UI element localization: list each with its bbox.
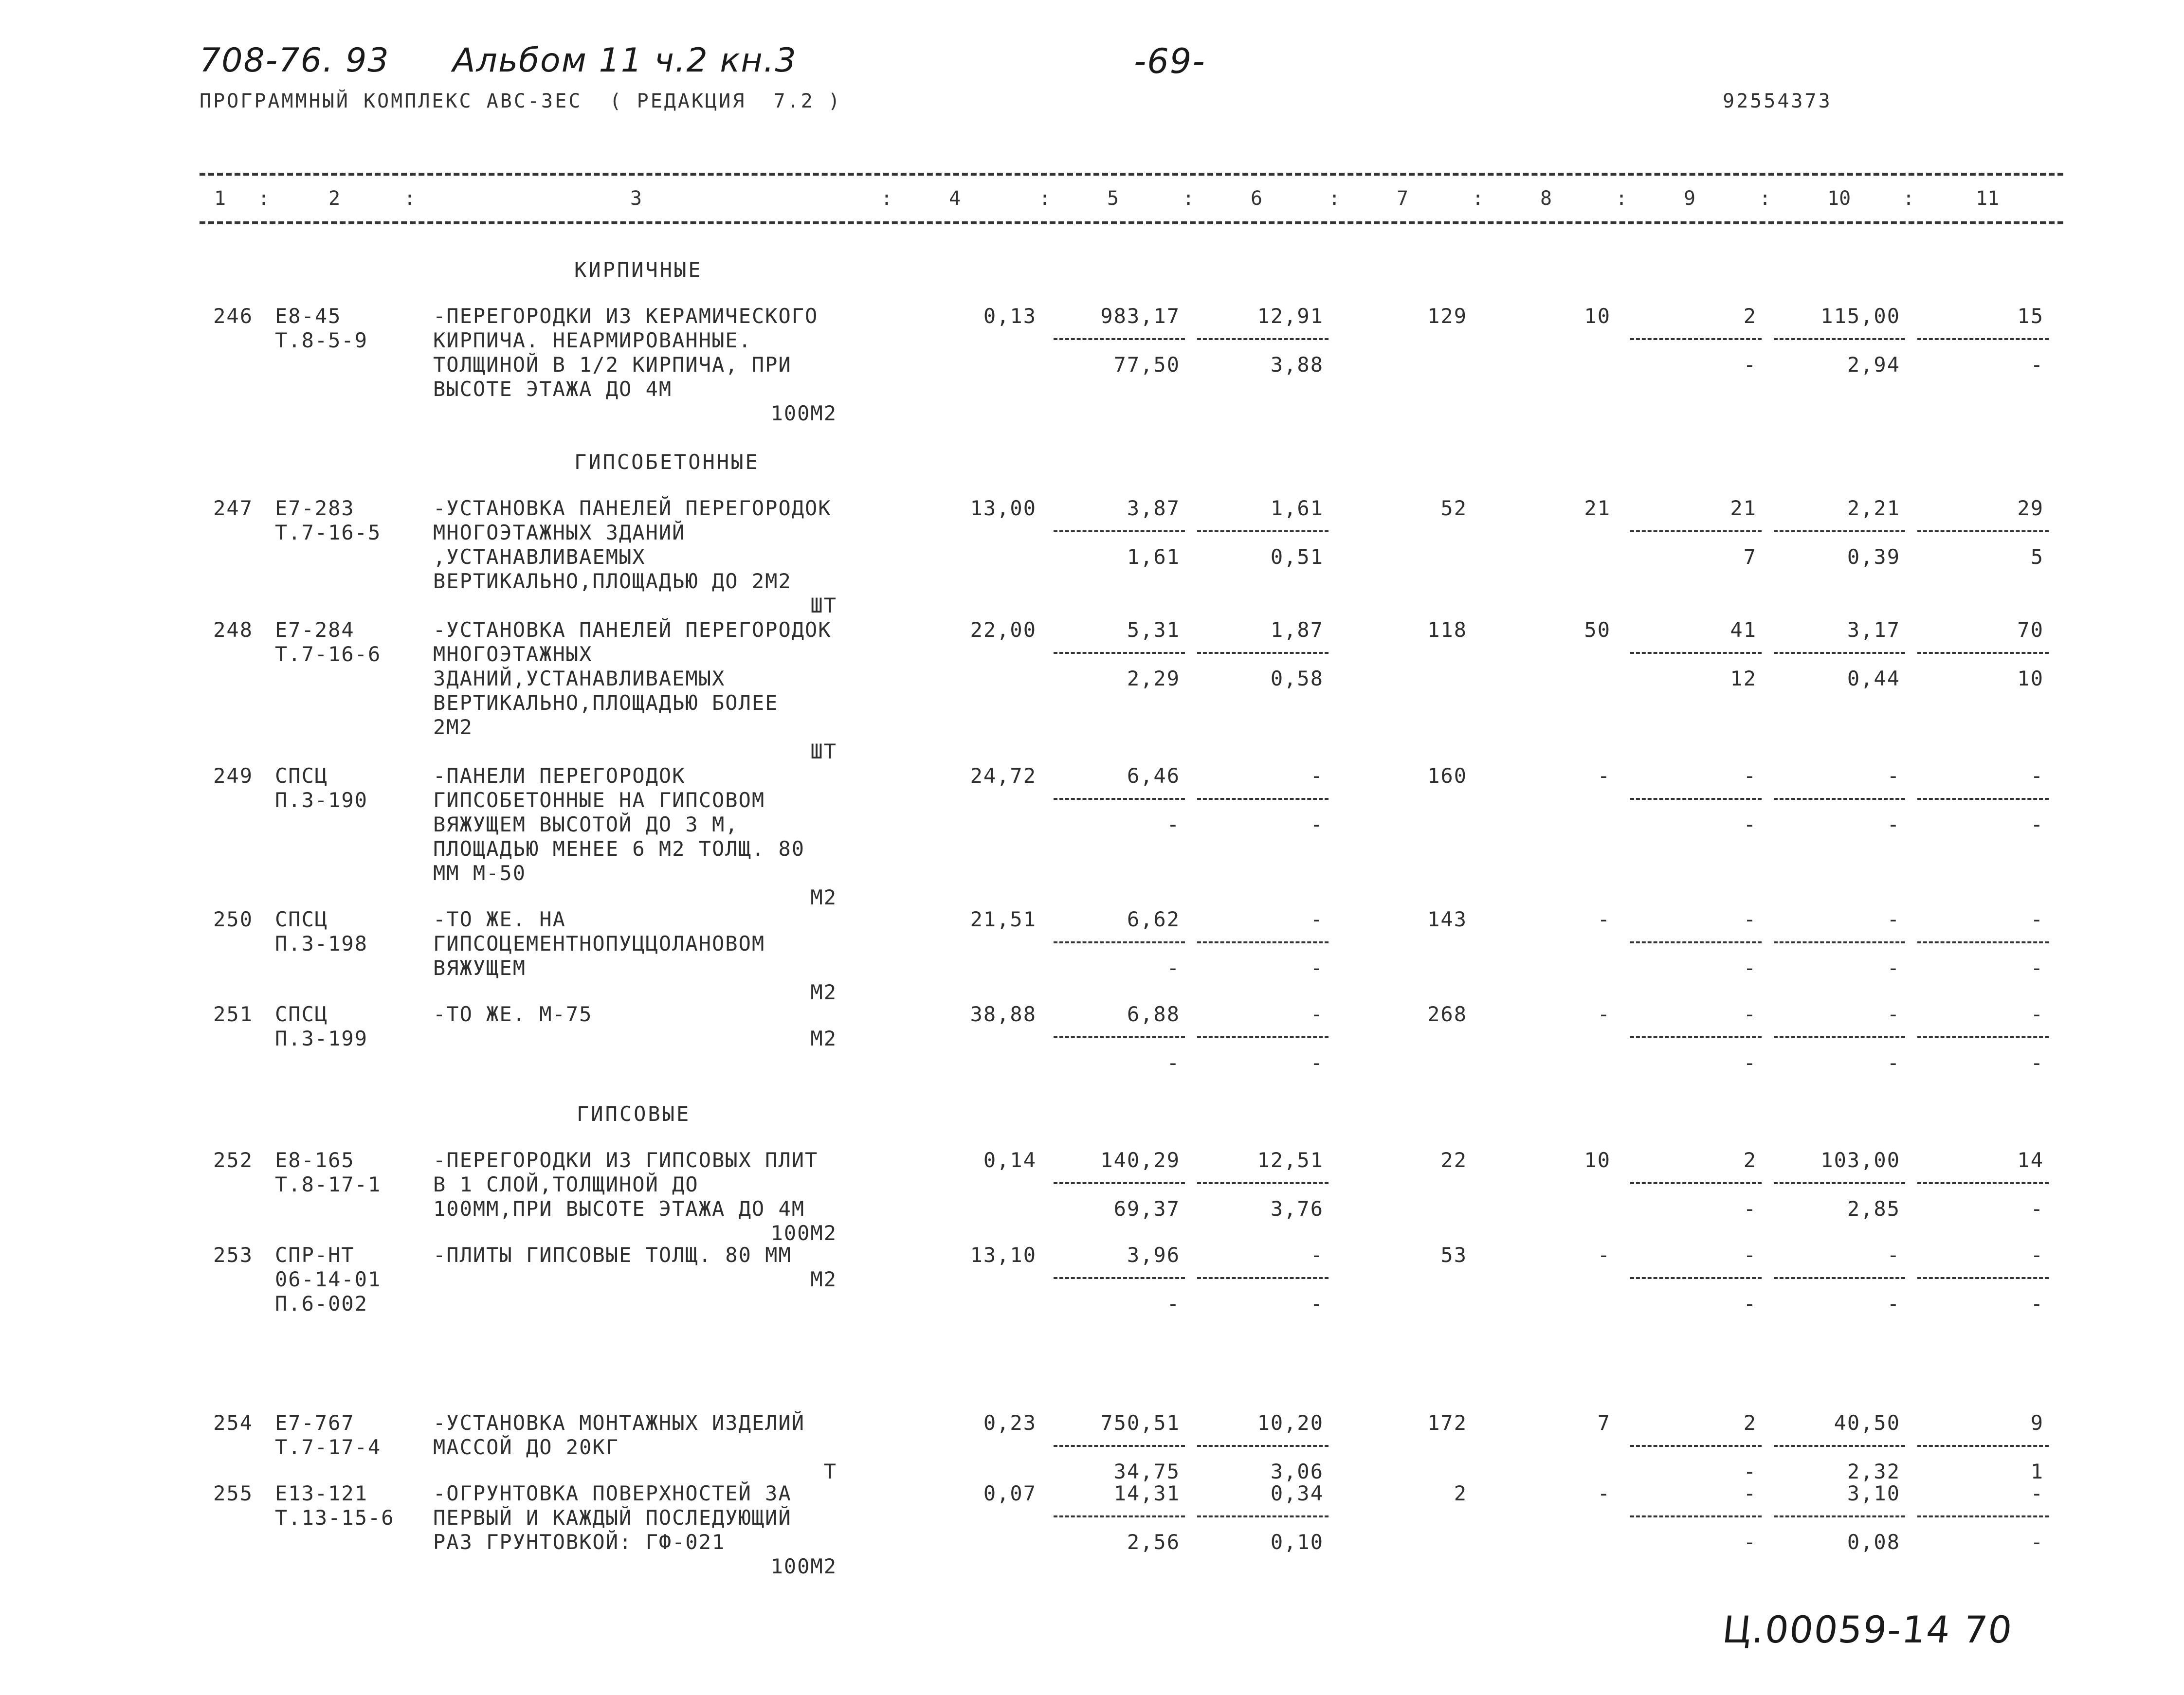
- col-sep: :: [258, 187, 270, 210]
- row-number: 248: [213, 618, 253, 642]
- value-c4: 0,07: [983, 1481, 1037, 1505]
- work-description: ММ М-50: [433, 861, 527, 885]
- cell-divider: [1630, 1036, 1762, 1038]
- value-c4: 0,14: [983, 1148, 1037, 1172]
- program-line: ПРОГРАММНЫЙ КОМПЛЕКС АВС-3ЕС ( РЕДАКЦИЯ 7.2 ): [200, 90, 842, 112]
- cell-divider: [1054, 1036, 1185, 1038]
- cell-divider: [1774, 1182, 1905, 1184]
- value-c9b: -: [1743, 1197, 1757, 1221]
- cell-divider: [1197, 530, 1329, 532]
- value-c11b: -: [2030, 1197, 2044, 1221]
- value-c6: 1,61: [1270, 496, 1324, 520]
- cell-divider: [1197, 1277, 1329, 1279]
- work-description: ВЯЖУЩЕМ: [433, 956, 527, 980]
- value-c11: -: [2030, 1481, 2044, 1505]
- rate-reference: Т.7-16-5: [275, 521, 382, 544]
- value-c6: -: [1310, 907, 1324, 931]
- value-c10b: -: [1887, 956, 1900, 980]
- col-5: 5: [1107, 187, 1119, 210]
- cell-divider: [1774, 652, 1905, 654]
- work-description: РАЗ ГРУНТОВКОЙ: ГФ-021: [433, 1530, 726, 1554]
- value-c8: -: [1597, 764, 1611, 788]
- col-sep: :: [1616, 187, 1628, 210]
- cell-divider: [1054, 1445, 1185, 1447]
- value-c6b: 3,06: [1270, 1460, 1324, 1483]
- value-c9: -: [1743, 764, 1757, 788]
- cell-divider: [1774, 1036, 1905, 1038]
- cell-divider: [1917, 1445, 2049, 1447]
- value-c9: -: [1743, 1002, 1757, 1026]
- value-c8: 7: [1597, 1411, 1611, 1435]
- value-c8: 50: [1584, 618, 1611, 642]
- col-sep: :: [1039, 187, 1051, 210]
- section-heading: ГИПСОБЕТОННЫЕ: [574, 450, 760, 474]
- cell-divider: [1630, 941, 1762, 943]
- value-c9: -: [1743, 907, 1757, 931]
- value-c6: 0,34: [1270, 1481, 1324, 1505]
- value-c5: 983,17: [1100, 304, 1180, 328]
- header-rule: [200, 221, 2063, 224]
- value-c11: 9: [2030, 1411, 2044, 1435]
- cell-divider: [1630, 652, 1762, 654]
- value-c7: 172: [1427, 1411, 1467, 1435]
- value-c6: 1,87: [1270, 618, 1324, 642]
- value-c7: 52: [1440, 496, 1467, 520]
- value-c5b: -: [1166, 1292, 1180, 1316]
- cell-divider: [1774, 338, 1905, 340]
- rate-reference: Т.8-5-9: [275, 328, 368, 352]
- work-description: -УСТАНОВКА ПАНЕЛЕЙ ПЕРЕГОРОДОК: [433, 618, 832, 642]
- work-description: ГИПСОЦЕМЕНТНОПУЦЦОЛАНОВОМ: [433, 932, 765, 956]
- value-c9: 21: [1730, 496, 1757, 520]
- cell-divider: [1197, 1515, 1329, 1517]
- cell-divider: [1630, 1182, 1762, 1184]
- unit-of-measure: 100М2: [770, 1554, 837, 1578]
- value-c5: 3,87: [1127, 496, 1180, 520]
- value-c9b: -: [1743, 812, 1757, 836]
- work-description: 100ММ,ПРИ ВЫСОТЕ ЭТАЖА ДО 4М: [433, 1197, 805, 1221]
- rate-code: СПСЦ: [275, 764, 328, 788]
- value-c10: 103,00: [1820, 1148, 1900, 1172]
- value-c5b: 1,61: [1127, 545, 1180, 569]
- value-c8: 10: [1584, 304, 1611, 328]
- cell-divider: [1917, 1277, 2049, 1279]
- col-10: 10: [1827, 187, 1851, 210]
- col-sep: :: [1759, 187, 1771, 210]
- col-2: 2: [328, 187, 341, 210]
- cell-divider: [1054, 941, 1185, 943]
- col-9: 9: [1684, 187, 1696, 210]
- value-c10b: 2,94: [1847, 353, 1900, 377]
- value-c4: 0,23: [983, 1411, 1037, 1435]
- col-1: 1: [214, 187, 226, 210]
- value-c6b: 0,51: [1270, 545, 1324, 569]
- value-c11b: -: [2030, 1292, 2044, 1316]
- cell-divider: [1630, 1445, 1762, 1447]
- value-c8: -: [1597, 907, 1611, 931]
- value-c8: -: [1597, 1002, 1611, 1026]
- work-description: МНОГОЭТАЖНЫХ: [433, 642, 593, 666]
- work-description: ПЛОЩАДЬЮ МЕНЕЕ 6 М2 ТОЛЩ. 80: [433, 837, 805, 861]
- work-description: ТОЛЩИНОЙ В 1/2 КИРПИЧА, ПРИ: [433, 353, 792, 377]
- value-c4: 22,00: [970, 618, 1037, 642]
- rate-reference: Т.7-17-4: [275, 1435, 382, 1459]
- value-c10b: 2,32: [1847, 1460, 1900, 1483]
- col-4: 4: [949, 187, 961, 210]
- cell-divider: [1630, 1515, 1762, 1517]
- rate-code: Е7-767: [275, 1411, 355, 1435]
- col-sep: :: [1329, 187, 1341, 210]
- col-8: 8: [1540, 187, 1552, 210]
- value-c11: -: [2030, 907, 2044, 931]
- value-c10: 3,10: [1847, 1481, 1900, 1505]
- value-c11b: -: [2030, 1051, 2044, 1075]
- col-6: 6: [1251, 187, 1263, 210]
- value-c5: 750,51: [1100, 1411, 1180, 1435]
- work-description: ЗДАНИЙ,УСТАНАВЛИВАЕМЫХ: [433, 667, 726, 690]
- value-c9b: 7: [1743, 545, 1757, 569]
- work-description: КИРПИЧА. НЕАРМИРОВАННЫЕ.: [433, 328, 752, 352]
- value-c5b: 2,56: [1127, 1530, 1180, 1554]
- unit-of-measure: 100М2: [770, 1221, 837, 1245]
- value-c6b: -: [1310, 1051, 1324, 1075]
- work-description: ВЫСОТЕ ЭТАЖА ДО 4М: [433, 377, 673, 401]
- unit-of-measure: М2: [810, 980, 837, 1004]
- value-c7: 118: [1427, 618, 1467, 642]
- work-description: В 1 СЛОЙ,ТОЛЩИНОЙ ДО: [433, 1172, 699, 1196]
- value-c10b: -: [1887, 1051, 1900, 1075]
- value-c6b: -: [1310, 1292, 1324, 1316]
- value-c7: 2: [1454, 1481, 1467, 1505]
- cell-divider: [1917, 941, 2049, 943]
- rate-reference: Т.7-16-6: [275, 642, 382, 666]
- value-c11: -: [2030, 1243, 2044, 1267]
- value-c4: 24,72: [970, 764, 1037, 788]
- value-c7: 143: [1427, 907, 1467, 931]
- value-c11: -: [2030, 764, 2044, 788]
- work-description: -УСТАНОВКА МОНТАЖНЫХ ИЗДЕЛИЙ: [433, 1411, 805, 1435]
- cell-divider: [1197, 1445, 1329, 1447]
- value-c9: 2: [1743, 1411, 1757, 1435]
- cell-divider: [1917, 530, 2049, 532]
- work-description: -УСТАНОВКА ПАНЕЛЕЙ ПЕРЕГОРОДОК: [433, 496, 832, 520]
- row-number: 246: [213, 304, 253, 328]
- unit-of-measure: Т: [823, 1460, 837, 1483]
- rate-code: Е7-283: [275, 496, 355, 520]
- value-c10b: 2,85: [1847, 1197, 1900, 1221]
- row-number: 253: [213, 1243, 253, 1267]
- unit-of-measure: М2: [810, 1027, 837, 1050]
- cell-divider: [1774, 1277, 1905, 1279]
- value-c5b: -: [1166, 956, 1180, 980]
- col-7: 7: [1397, 187, 1409, 210]
- work-description: -ПАНЕЛИ ПЕРЕГОРОДОК: [433, 764, 686, 788]
- col-sep: :: [404, 187, 416, 210]
- value-c11b: 1: [2030, 1460, 2044, 1483]
- album-code: 708-76. 93: [200, 41, 390, 80]
- value-c6b: -: [1310, 956, 1324, 980]
- value-c4: 13,00: [970, 496, 1037, 520]
- cell-divider: [1630, 338, 1762, 340]
- work-description: ГИПСОБЕТОННЫЕ НА ГИПСОВОМ: [433, 788, 765, 812]
- work-description: -ПЕРЕГОРОДКИ ИЗ КЕРАМИЧЕСКОГО: [433, 304, 819, 328]
- rate-reference: Т.8-17-1: [275, 1172, 382, 1196]
- work-description: МАССОЙ ДО 20КГ: [433, 1435, 619, 1459]
- value-c9: -: [1743, 1243, 1757, 1267]
- row-number: 252: [213, 1148, 253, 1172]
- work-description: ВЕРТИКАЛЬНО,ПЛОЩАДЬЮ ДО 2М2: [433, 569, 792, 593]
- cell-divider: [1774, 1515, 1905, 1517]
- work-description: -ПЕРЕГОРОДКИ ИЗ ГИПСОВЫХ ПЛИТ: [433, 1148, 819, 1172]
- unit-of-measure: ШТ: [810, 739, 837, 763]
- value-c10: -: [1887, 907, 1900, 931]
- value-c11: 14: [2017, 1148, 2044, 1172]
- value-c5: 6,62: [1127, 907, 1180, 931]
- cell-divider: [1630, 798, 1762, 800]
- value-c8: 10: [1584, 1148, 1611, 1172]
- value-c7: 160: [1427, 764, 1467, 788]
- cell-divider: [1054, 798, 1185, 800]
- cell-divider: [1197, 338, 1329, 340]
- value-c6b: -: [1310, 812, 1324, 836]
- value-c7: 22: [1440, 1148, 1467, 1172]
- rate-code: СПР-НТ: [275, 1243, 355, 1267]
- unit-of-measure: 100М2: [770, 401, 837, 425]
- row-number: 255: [213, 1481, 253, 1505]
- value-c11: 29: [2017, 496, 2044, 520]
- work-description: -ПЛИТЫ ГИПСОВЫЕ ТОЛЩ. 80 ММ: [433, 1243, 792, 1267]
- row-number: 254: [213, 1411, 253, 1435]
- row-number: 251: [213, 1002, 253, 1026]
- rate-reference: П.6-002: [275, 1292, 368, 1316]
- cell-divider: [1630, 1277, 1762, 1279]
- col-3: 3: [630, 187, 642, 210]
- rate-code: Е13-121: [275, 1481, 368, 1505]
- cell-divider: [1054, 530, 1185, 532]
- cell-divider: [1917, 798, 2049, 800]
- cell-divider: [1917, 1182, 2049, 1184]
- row-number: 250: [213, 907, 253, 931]
- col-sep: :: [1183, 187, 1195, 210]
- work-description: ,УСТАНАВЛИВАЕМЫХ: [433, 545, 646, 569]
- value-c8: 21: [1584, 496, 1611, 520]
- rate-code: Е8-45: [275, 304, 342, 328]
- cell-divider: [1197, 1182, 1329, 1184]
- cell-divider: [1197, 1036, 1329, 1038]
- top-rule: [200, 173, 2063, 176]
- value-c6b: 0,58: [1270, 667, 1324, 690]
- value-c9b: 12: [1730, 667, 1757, 690]
- value-c9b: -: [1743, 353, 1757, 377]
- rate-reference: П.3-198: [275, 932, 368, 956]
- value-c8: -: [1597, 1481, 1611, 1505]
- value-c6: 10,20: [1257, 1411, 1324, 1435]
- cell-divider: [1054, 1515, 1185, 1517]
- value-c5b: 69,37: [1113, 1197, 1180, 1221]
- cell-divider: [1054, 338, 1185, 340]
- section-heading: КИРПИЧНЫЕ: [574, 258, 703, 282]
- value-c5b: -: [1166, 1051, 1180, 1075]
- cell-divider: [1630, 530, 1762, 532]
- value-c6: 12,91: [1257, 304, 1324, 328]
- value-c5: 6,46: [1127, 764, 1180, 788]
- value-c11b: 5: [2030, 545, 2044, 569]
- value-c11b: 10: [2017, 667, 2044, 690]
- value-c4: 21,51: [970, 907, 1037, 931]
- rate-code: СПСЦ: [275, 1002, 328, 1026]
- document-code: 92554373: [1723, 90, 1832, 112]
- value-c9: 41: [1730, 618, 1757, 642]
- value-c9: 2: [1743, 304, 1757, 328]
- col-sep: :: [881, 187, 893, 210]
- cell-divider: [1774, 798, 1905, 800]
- rate-reference: П.3-199: [275, 1027, 368, 1050]
- sheet-stamp: Ц.00059-14 70: [1720, 1608, 2015, 1651]
- value-c5b: 2,29: [1127, 667, 1180, 690]
- value-c10: 2,21: [1847, 496, 1900, 520]
- cell-divider: [1774, 530, 1905, 532]
- rate-code: Е7-284: [275, 618, 355, 642]
- value-c5: 3,96: [1127, 1243, 1180, 1267]
- value-c5b: -: [1166, 812, 1180, 836]
- work-description: -ТО ЖЕ. М-75: [433, 1002, 593, 1026]
- value-c9b: -: [1743, 1292, 1757, 1316]
- rate-code: Е8-165: [275, 1148, 355, 1172]
- value-c9b: -: [1743, 1530, 1757, 1554]
- value-c8: -: [1597, 1243, 1611, 1267]
- value-c11b: -: [2030, 1530, 2044, 1554]
- value-c11: 70: [2017, 618, 2044, 642]
- value-c11: 15: [2017, 304, 2044, 328]
- value-c6: 12,51: [1257, 1148, 1324, 1172]
- value-c10: -: [1887, 1002, 1900, 1026]
- unit-of-measure: ШТ: [810, 594, 837, 617]
- value-c9b: -: [1743, 956, 1757, 980]
- value-c6b: 3,88: [1270, 353, 1324, 377]
- rate-reference: Т.13-15-6: [275, 1506, 395, 1530]
- rate-code: СПСЦ: [275, 907, 328, 931]
- value-c11: -: [2030, 1002, 2044, 1026]
- unit-of-measure: М2: [810, 1267, 837, 1291]
- unit-of-measure: М2: [810, 885, 837, 909]
- work-description: ВЕРТИКАЛЬНО,ПЛОЩАДЬЮ БОЛЕЕ: [433, 691, 779, 715]
- value-c6: -: [1310, 1002, 1324, 1026]
- cell-divider: [1774, 941, 1905, 943]
- value-c11b: -: [2030, 812, 2044, 836]
- row-number: 249: [213, 764, 253, 788]
- rate-reference: 06-14-01: [275, 1267, 382, 1291]
- value-c10: -: [1887, 764, 1900, 788]
- section-heading: ГИПСОВЫЕ: [577, 1102, 691, 1126]
- value-c7: 53: [1440, 1243, 1467, 1267]
- value-c10b: 0,44: [1847, 667, 1900, 690]
- cell-divider: [1197, 941, 1329, 943]
- cell-divider: [1054, 652, 1185, 654]
- work-description: -ОГРУНТОВКА ПОВЕРХНОСТЕЙ ЗА: [433, 1481, 792, 1505]
- value-c9b: -: [1743, 1460, 1757, 1483]
- page-number: -69-: [1134, 41, 1206, 81]
- value-c10b: -: [1887, 1292, 1900, 1316]
- value-c7: 268: [1427, 1002, 1467, 1026]
- cell-divider: [1054, 1277, 1185, 1279]
- cell-divider: [1917, 1036, 2049, 1038]
- work-description: ПЕРВЫЙ И КАЖДЫЙ ПОСЛЕДУЮЩИЙ: [433, 1506, 792, 1530]
- value-c7: 129: [1427, 304, 1467, 328]
- work-description: -ТО ЖЕ. НА: [433, 907, 566, 931]
- value-c9b: -: [1743, 1051, 1757, 1075]
- value-c6b: 3,76: [1270, 1197, 1324, 1221]
- value-c10b: 0,39: [1847, 545, 1900, 569]
- value-c10: 115,00: [1820, 304, 1900, 328]
- value-c9: -: [1743, 1481, 1757, 1505]
- value-c10: 40,50: [1834, 1411, 1900, 1435]
- cell-divider: [1917, 338, 2049, 340]
- col-11: 11: [1976, 187, 2000, 210]
- value-c4: 0,13: [983, 304, 1037, 328]
- work-description: ВЯЖУЩЕМ ВЫСОТОЙ ДО 3 М,: [433, 812, 739, 836]
- value-c9: 2: [1743, 1148, 1757, 1172]
- value-c10b: 0,08: [1847, 1530, 1900, 1554]
- value-c11b: -: [2030, 353, 2044, 377]
- value-c10: 3,17: [1847, 618, 1900, 642]
- work-description: 2М2: [433, 715, 473, 739]
- value-c5b: 34,75: [1113, 1460, 1180, 1483]
- value-c10: -: [1887, 1243, 1900, 1267]
- cell-divider: [1774, 1445, 1905, 1447]
- value-c10b: -: [1887, 812, 1900, 836]
- value-c11b: -: [2030, 956, 2044, 980]
- value-c5: 5,31: [1127, 618, 1180, 642]
- value-c5: 14,31: [1113, 1481, 1180, 1505]
- cell-divider: [1917, 1515, 2049, 1517]
- value-c4: 13,10: [970, 1243, 1037, 1267]
- cell-divider: [1197, 652, 1329, 654]
- col-sep: :: [1903, 187, 1915, 210]
- value-c6b: 0,10: [1270, 1530, 1324, 1554]
- col-sep: :: [1472, 187, 1484, 210]
- value-c5: 6,88: [1127, 1002, 1180, 1026]
- value-c4: 38,88: [970, 1002, 1037, 1026]
- cell-divider: [1054, 1182, 1185, 1184]
- cell-divider: [1917, 652, 2049, 654]
- value-c5: 140,29: [1100, 1148, 1180, 1172]
- album-title: Альбом 11 ч.2 кн.3: [453, 41, 797, 80]
- row-number: 247: [213, 496, 253, 520]
- cell-divider: [1197, 798, 1329, 800]
- value-c5b: 77,50: [1113, 353, 1180, 377]
- work-description: МНОГОЭТАЖНЫХ ЗДАНИЙ: [433, 521, 686, 544]
- value-c6: -: [1310, 1243, 1324, 1267]
- value-c6: -: [1310, 764, 1324, 788]
- rate-reference: П.3-190: [275, 788, 368, 812]
